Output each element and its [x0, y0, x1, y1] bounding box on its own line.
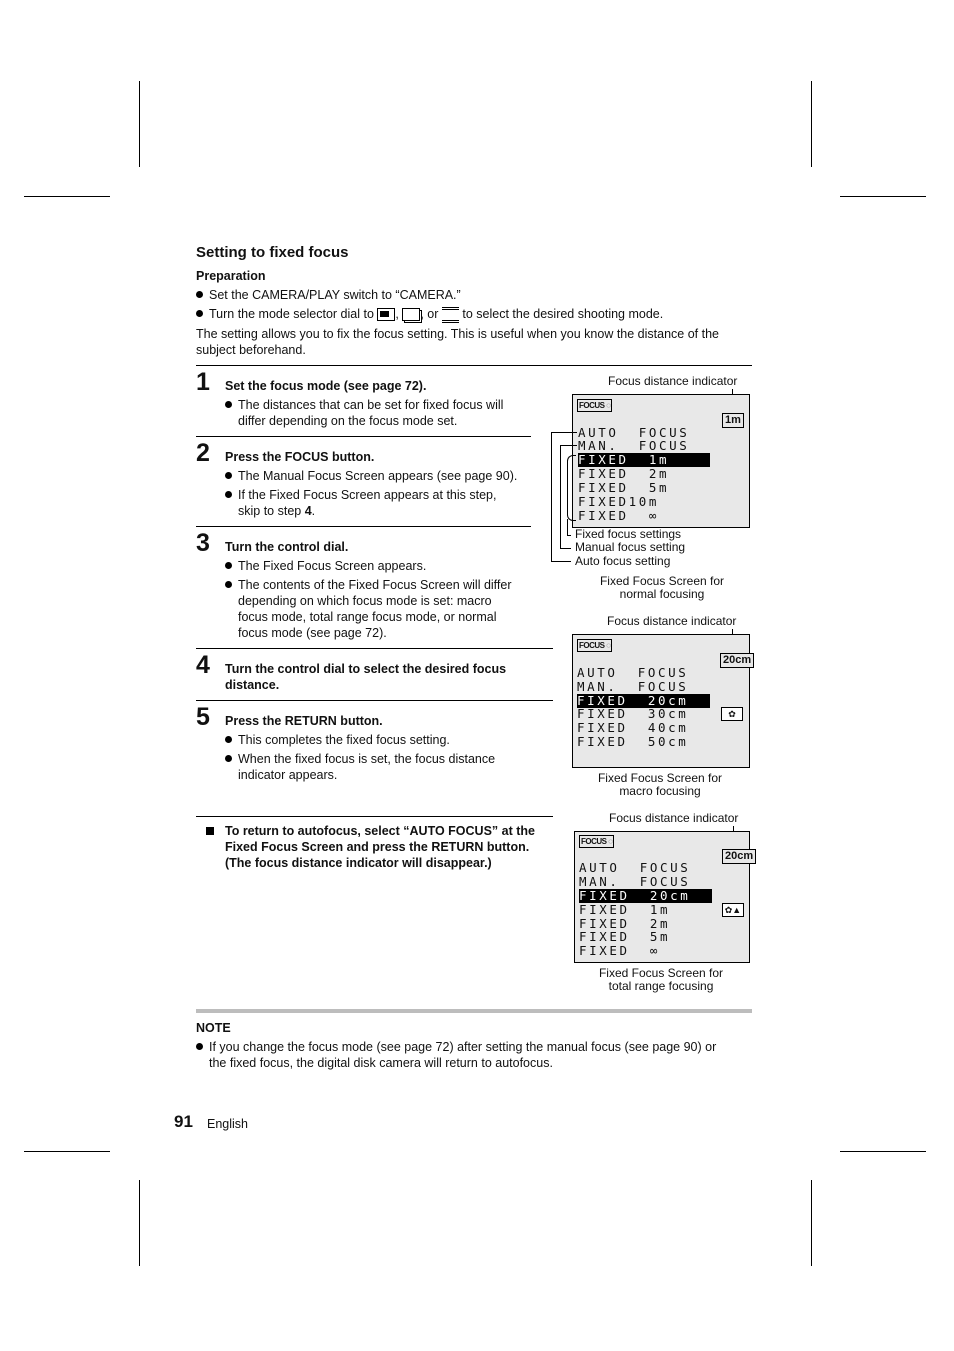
autofocus-note: (The focus distance indicator will disappear.) — [225, 856, 492, 870]
crop-mark — [840, 1151, 926, 1152]
focus-distance-indicator-label: Focus distance indicator — [609, 811, 739, 825]
screen-caption: Fixed Focus Screen for total range focusing — [598, 966, 724, 993]
focus-distance-indicator: 20cm — [720, 653, 754, 668]
divider — [196, 816, 553, 817]
bracket-line — [567, 535, 571, 536]
note-divider — [196, 1009, 752, 1013]
bracket-line — [560, 445, 577, 446]
language-label: English — [207, 1117, 248, 1131]
step-bullet: The Manual Focus Screen appears (see page 90). — [225, 468, 535, 484]
divider — [196, 648, 553, 649]
video-clip-icon — [442, 307, 459, 323]
divider — [196, 436, 531, 437]
step-title: Press the RETURN button. — [225, 714, 383, 728]
menu-option-selected: FIXED 20cm — [579, 889, 712, 903]
crop-mark — [24, 1151, 110, 1152]
crop-mark — [811, 1180, 812, 1266]
page-number: 91 — [174, 1112, 193, 1131]
focus-distance-indicator: 1m — [722, 413, 744, 428]
divider — [196, 365, 752, 366]
bracket-line — [567, 519, 568, 535]
menu-option: MAN. FOCUS — [577, 679, 689, 694]
focus-icon: FOCUS ◌ — [579, 401, 611, 410]
focus-distance-indicator-label: Focus distance indicator — [607, 614, 737, 628]
menu-option: MAN. FOCUS — [578, 438, 690, 453]
crop-mark — [24, 196, 110, 197]
step-number: 4 — [196, 651, 210, 679]
bracket-line — [551, 432, 552, 562]
focus-distance-indicator-label: Focus distance indicator — [608, 374, 738, 388]
step-title: Turn the control dial to select the desired focus — [225, 662, 507, 676]
fixed-focus-screen-macro — [572, 634, 750, 768]
menu-option-selected: FIXED 20cm — [577, 694, 710, 708]
preparation-heading: Preparation — [196, 269, 266, 283]
menu-option: FIXED ∞ — [578, 508, 660, 523]
square-bullet-icon — [206, 827, 214, 835]
note-heading: NOTE — [196, 1021, 231, 1035]
crop-mark — [811, 81, 812, 167]
bracket-line — [560, 548, 571, 549]
divider — [196, 526, 531, 527]
crop-mark — [139, 81, 140, 167]
menu-option: FIXED10m — [578, 494, 660, 509]
step-bullet: When the fixed focus is set, the focus distance indicator appears. — [225, 751, 535, 783]
menu-option: FIXED 30cm — [577, 706, 689, 721]
bracket-line — [551, 432, 577, 433]
menu-option: FIXED 40cm — [577, 720, 689, 735]
menu-option: AUTO FOCUS — [578, 425, 690, 440]
step-bullet: The distances that can be set for fixed focus will differ depending on the focus mode set. — [225, 397, 535, 429]
bracket-line — [551, 561, 571, 562]
fixed-focus-screen-total-range — [574, 831, 754, 963]
menu-option: AUTO FOCUS — [577, 665, 689, 680]
menu-option: FIXED 2m — [578, 466, 670, 481]
menu-option: FIXED 5m — [578, 480, 670, 495]
menu-option: AUTO FOCUS — [579, 860, 691, 875]
sequential-shot-icon — [402, 308, 420, 321]
step-bullet: This completes the fixed focus setting. — [225, 732, 535, 748]
step-bullet: If the Fixed Focus Screen appears at this step, skip to step 4. — [225, 487, 535, 519]
menu-option: FIXED 1m — [579, 902, 671, 917]
fixed-focus-screen-normal — [572, 394, 750, 528]
screen-caption: Fixed Focus Screen for macro focusing — [597, 771, 723, 798]
step-bullet: The contents of the Fixed Focus Screen will differ depending on which focus mode is set: macro focus mode, total range focus mode, or normal focus mode (see page 72). — [225, 577, 535, 641]
focus-icon: FOCUS ◌ — [581, 837, 613, 846]
focus-icon: FOCUS ◌ — [579, 641, 611, 650]
menu-option: FIXED 50cm — [577, 734, 689, 749]
prep-bullet-mode-dial: Turn the mode selector dial to , , or to select the desired shooting mode. — [196, 306, 736, 323]
callout-auto-focus: Auto focus setting — [575, 554, 671, 568]
step-bullet: The Fixed Focus Screen appears. — [225, 558, 535, 574]
step-number: 1 — [196, 368, 210, 396]
callout-fixed-focus: Fixed focus settings — [575, 527, 682, 541]
menu-option: FIXED ∞ — [579, 943, 661, 958]
single-shot-icon — [377, 308, 395, 321]
step-number: 5 — [196, 703, 210, 731]
section-title: Setting to fixed focus — [196, 244, 349, 261]
step-title-cont: distance. — [225, 678, 280, 692]
step-title: Turn the control dial. — [225, 540, 349, 554]
callout-manual-focus: Manual focus setting — [575, 540, 686, 554]
screen-caption: Fixed Focus Screen for normal focusing — [599, 574, 725, 601]
crop-mark — [840, 196, 926, 197]
brace — [567, 455, 576, 521]
crop-mark — [139, 1180, 140, 1266]
step-number: 2 — [196, 439, 210, 467]
menu-option: FIXED 2m — [579, 916, 671, 931]
step-title: Set the focus mode (see page 72). — [225, 379, 427, 393]
menu-option: MAN. FOCUS — [579, 874, 691, 889]
menu-option-selected: FIXED 1m — [578, 453, 710, 467]
macro-icon: ✿ — [721, 707, 743, 721]
autofocus-note: Fixed Focus Screen and press the RETURN button. — [225, 840, 530, 854]
menu-option: FIXED 5m — [579, 929, 671, 944]
intro-line: subject beforehand. — [196, 343, 306, 357]
bracket-line — [560, 445, 561, 549]
note-bullet: If you change the focus mode (see page 72) after setting the manual focus (see page 90) or the fixed focus, the digital disk camera will return to autofocus. — [196, 1039, 756, 1071]
total-range-icon: ✿▲ — [722, 903, 744, 917]
intro-line: The setting allows you to fix the focus setting. This is useful when you know the distance of the — [196, 327, 719, 341]
prep-bullet: Set the CAMERA/PLAY switch to “CAMERA.” — [196, 287, 736, 303]
autofocus-note: To return to autofocus, select “AUTO FOCUS” at the — [225, 824, 535, 838]
divider — [196, 700, 553, 701]
focus-distance-indicator: 20cm — [722, 849, 756, 864]
step-number: 3 — [196, 529, 210, 557]
step-title: Press the FOCUS button. — [225, 450, 375, 464]
